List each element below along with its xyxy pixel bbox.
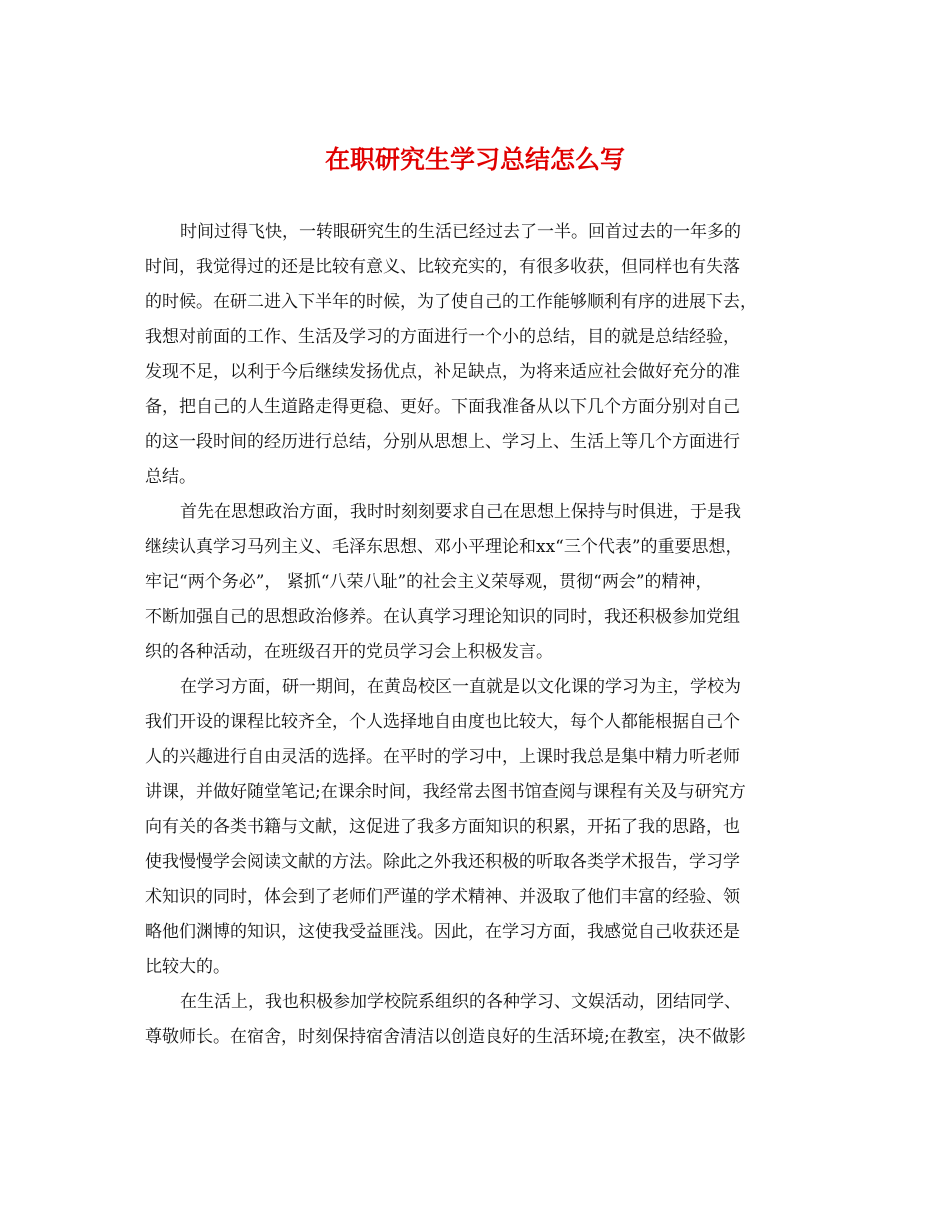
paragraph-line: 比较大的。 — [145, 957, 230, 977]
paragraph-line: 在学习方面，研一期间，在黄岛校区一直就是以文化课的学习为主，学校为 — [180, 677, 741, 697]
paragraph-line: 使我慢慢学会阅读文献的方法。除此之外我还积极的听取各类学术报告，学习学 — [145, 852, 740, 872]
paragraph-line: 人的兴趣进行自由灵活的选择。在平时的学习中，上课时我总是集中精力听老师 — [145, 747, 740, 767]
paragraph-line: 时间过得飞快，一转眼研究生的生活已经过去了一半。回首过去的一年多的 — [180, 222, 741, 242]
paragraph-line: 的这一段时间的经历进行总结，分别从思想上、学习上、生活上等几个方面进行 — [145, 432, 740, 452]
paragraph-line: 的时候。在研二进入下半年的时候，为了使自己的工作能够顺利有序的进展下去， — [145, 292, 757, 312]
paragraph-line: 织的各种活动，在班级召开的党员学习会上积极发言。 — [145, 642, 553, 662]
paragraph-line: 向有关的各类书籍与文献，这促进了我多方面知识的积累，开拓了我的思路，也 — [145, 817, 740, 837]
paragraph-line: 不断加强自己的思想政治修养。在认真学习理论知识的同时，我还积极参加党组 — [145, 607, 740, 627]
paragraph-line: 略他们渊博的知识，这使我受益匪浅。因此，在学习方面，我感觉自己收获还是 — [145, 922, 740, 942]
paragraph-line: 牢记“两个务必”， 紧抓“八荣八耻”的社会主义荣辱观，贯彻“两会”的精神， — [145, 572, 713, 592]
paragraph-line: 继续认真学习马列主义、毛泽东思想、邓小平理论和xx“三个代表”的重要思想， — [145, 537, 743, 557]
paragraph-line: 首先在思想政治方面，我时时刻刻要求自己在思想上保持与时俱进，于是我 — [180, 502, 741, 522]
paragraph-line: 备，把自己的人生道路走得更稳、更好。下面我准备从以下几个方面分别对自己 — [145, 397, 740, 417]
paragraph-line: 总结。 — [145, 467, 196, 487]
paragraph-line: 术知识的同时，体会到了老师们严谨的学术精神、并汲取了他们丰富的经验、领 — [145, 887, 740, 907]
paragraph-line: 在生活上，我也积极参加学校院系组织的各种学习、文娱活动，团结同学、 — [180, 992, 741, 1012]
paragraph-line: 我们开设的课程比较齐全，个人选择地自由度也比较大，每个人都能根据自己个 — [145, 712, 740, 732]
document-title: 在职研究生学习总结怎么写 — [324, 145, 625, 174]
paragraph-line: 我想对前面的工作、生活及学习的方面进行一个小的总结，目的就是总结经验， — [145, 327, 740, 347]
paragraph-line: 发现不足，以利于今后继续发扬优点，补足缺点，为将来适应社会做好充分的准 — [145, 362, 740, 382]
paragraph-line: 尊敬师长。在宿舍，时刻保持宿舍清洁以创造良好的生活环境;在教室，决不做影 — [145, 1027, 746, 1047]
paragraph-line: 讲课，并做好随堂笔记;在课余时间，我经常去图书馆查阅与课程有关及与研究方 — [145, 782, 746, 802]
paragraph-line: 时间，我觉得过的还是比较有意义、比较充实的，有很多收获，但同样也有失落 — [145, 257, 740, 277]
